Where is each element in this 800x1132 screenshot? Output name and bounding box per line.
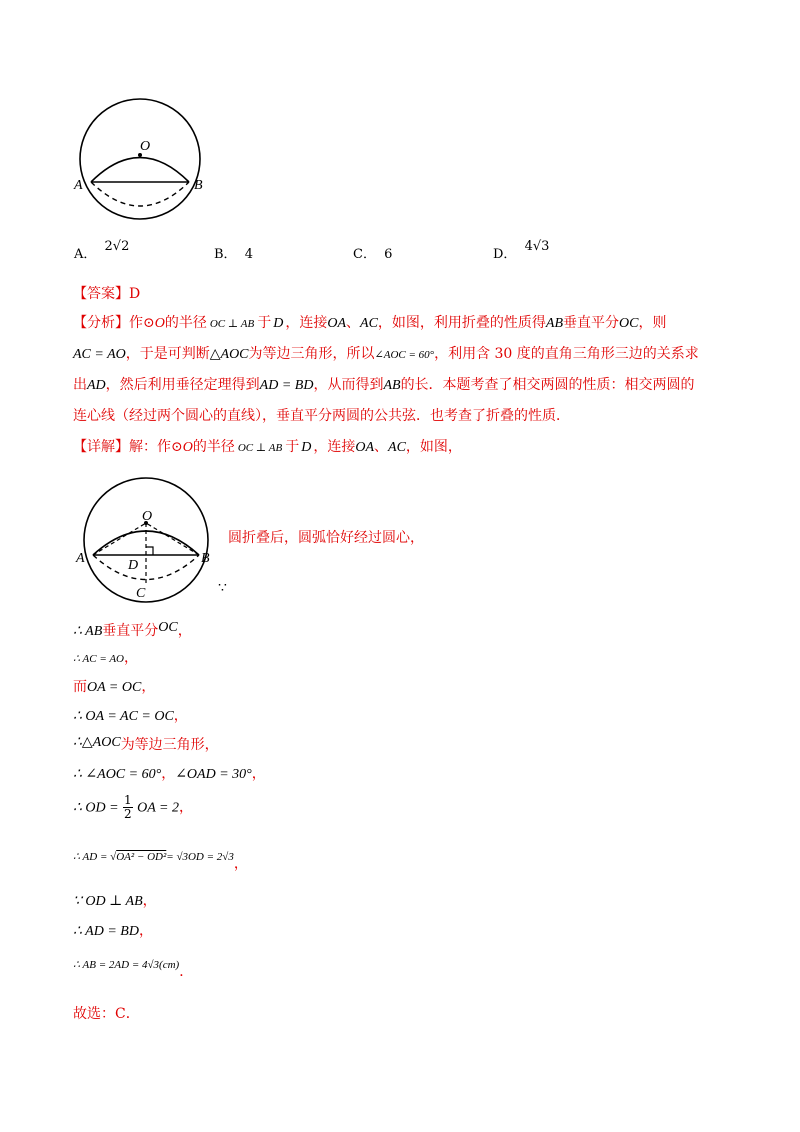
detail-math: D — [301, 440, 312, 455]
analysis-text: ，连接 — [285, 315, 328, 331]
figure-circle-fold-2 — [70, 470, 240, 610]
analysis-text: 的半径 — [164, 315, 207, 331]
option-a-label: A． — [74, 247, 97, 262]
label-a: A — [74, 178, 83, 193]
analysis-text: 于 — [257, 315, 272, 331]
step-text: ， — [141, 679, 156, 695]
step-text: ， — [124, 650, 138, 666]
analysis-text: 作⊙ — [129, 315, 155, 331]
option-d-value: 4√3 — [524, 239, 550, 254]
option-d[interactable] — [493, 239, 550, 262]
step-text: 而 — [73, 679, 87, 695]
step-math: ∵ OD ⊥ AB — [73, 894, 143, 909]
step-2 — [73, 647, 138, 667]
analysis-text: 为等边三角形，所以 — [248, 346, 375, 362]
dashed-ob — [146, 523, 199, 555]
fraction-one-half — [123, 794, 133, 821]
step-3 — [73, 676, 155, 696]
analysis-text: ，从而得到 — [313, 377, 384, 393]
analysis-math: OA — [327, 316, 347, 331]
option-b-value: 4 — [244, 247, 253, 262]
because-symbol: ∵ — [218, 580, 227, 596]
step-text: ． — [179, 964, 194, 980]
step-8 — [73, 845, 248, 872]
analysis-math: AB — [545, 316, 564, 331]
analysis-text: 垂直平分 — [563, 315, 620, 331]
figure2-caption: 圆折叠后，圆弧恰好经过圆心， — [228, 530, 424, 546]
option-c-label: C． — [353, 247, 376, 262]
analysis-text: 的长．本题考查了相交两圆的性质：相交两圆的 — [400, 377, 695, 393]
label-o: O — [140, 139, 151, 154]
fraction-denominator: 2 — [124, 807, 132, 821]
detail-text: 于 — [285, 439, 300, 455]
analysis-text: 、 — [346, 315, 361, 331]
step-math: ∴ AB = 2AD = 4√3(cm) — [73, 959, 180, 971]
step-text: ， — [173, 708, 188, 724]
option-c[interactable] — [353, 243, 392, 262]
step-text: 垂直平分 — [102, 623, 159, 639]
analysis-math: ∠AOC = 60° — [374, 349, 435, 361]
step-6 — [73, 763, 266, 783]
analysis-math: D — [273, 316, 284, 331]
step-math: ∴ AD = √ — [73, 851, 117, 863]
radicand: OA² − OD² — [116, 851, 167, 863]
detail-text: 、 — [374, 439, 389, 455]
analysis-math: O — [154, 316, 165, 331]
step-text: ， — [138, 923, 153, 939]
analysis-text: ，如图，利用折叠的性质得 — [377, 315, 546, 331]
step-7 — [73, 794, 193, 821]
analysis-text: ，则 — [638, 315, 667, 331]
step-9 — [73, 890, 157, 910]
analysis-line-3 — [73, 374, 695, 394]
step-text: ， — [233, 856, 248, 872]
analysis-text: ，然后利用垂径定理得到 — [105, 377, 260, 393]
detail-text: ，如图， — [405, 439, 462, 455]
step-math: ∴ AB — [73, 624, 103, 639]
analysis-text: 连心线（经过两个圆心的直线），垂直平分两圆的公共弦．也考查了折叠的性质． — [73, 408, 570, 424]
analysis-math: AD = BD — [259, 378, 314, 393]
detail-line-1 — [73, 436, 462, 456]
option-a[interactable] — [74, 239, 130, 262]
step-math: OC — [158, 620, 178, 635]
step-text: ， — [178, 799, 193, 816]
detail-math: OC ⊥ AB — [237, 442, 283, 454]
dashed-oa — [93, 523, 146, 555]
analysis-math: AC = AO — [73, 347, 126, 362]
detail-math: OA — [355, 440, 375, 455]
label-d: D — [128, 558, 139, 573]
step-math: OA = 2 — [137, 800, 179, 816]
label-b: B — [201, 551, 210, 566]
step-math: OA = OC — [87, 680, 142, 695]
right-angle-mark — [146, 547, 153, 555]
step-text: ， — [177, 623, 192, 639]
answer-value: D — [129, 286, 141, 302]
dashed-arc — [91, 182, 189, 206]
label-b: B — [194, 178, 203, 193]
answer-line — [73, 283, 140, 303]
analysis-text: ，于是可判断 — [125, 346, 210, 362]
analysis-tag: 【分析】 — [73, 315, 129, 331]
analysis-math: OC ⊥ AB — [209, 318, 255, 330]
option-d-label: D． — [493, 247, 517, 262]
detail-text: 解：作⊙ — [129, 439, 183, 455]
detail-tag: 【详解】 — [73, 439, 129, 455]
folded-arc — [91, 158, 189, 183]
step-math: ∠OAD = 30° — [175, 767, 252, 782]
analysis-math: AB — [383, 378, 401, 393]
step-text: ， — [251, 766, 266, 782]
analysis-line-4 — [73, 405, 570, 425]
step-math: ∴△AOC — [73, 735, 121, 750]
detail-text: 的半径 — [192, 439, 235, 455]
circle-o — [80, 99, 200, 219]
option-c-value: 6 — [384, 247, 393, 262]
analysis-line-2 — [73, 343, 699, 363]
step-text: ， — [161, 766, 176, 782]
step-text: 为等边三角形， — [120, 737, 219, 753]
option-b[interactable] — [214, 243, 253, 262]
option-a-value: 2√2 — [104, 239, 130, 254]
answer-tag: 【答案】 — [73, 286, 129, 302]
label-c: C — [136, 586, 146, 601]
label-a: A — [76, 551, 85, 566]
analysis-math: △AOC — [209, 347, 249, 362]
step-math: = √3OD = 2√3 — [166, 851, 234, 863]
step-5 — [73, 734, 219, 754]
analysis-text: ，利用含 30 度的直角三角形三边的关系求 — [434, 346, 699, 362]
step-math: ∴ ∠AOC = 60° — [73, 767, 162, 782]
analysis-math: AC — [360, 316, 378, 331]
analysis-text: 出 — [73, 377, 87, 393]
step-4 — [73, 705, 188, 725]
step-math: ∴ OA = AC = OC — [73, 709, 174, 724]
detail-math: AC — [388, 440, 406, 455]
final-answer: 故选：C． — [73, 1006, 140, 1022]
step-1 — [73, 620, 192, 640]
figure-circle-fold-1 — [70, 90, 220, 220]
label-o: O — [142, 509, 153, 524]
analysis-math: AD — [87, 378, 106, 393]
fraction-numerator: 1 — [124, 793, 132, 807]
detail-text: ，连接 — [313, 439, 356, 455]
step-math: ∴ OD = — [73, 800, 119, 816]
analysis-line-1 — [73, 312, 666, 332]
step-math: ∴ AD = BD — [73, 924, 139, 939]
detail-math: O — [182, 440, 193, 455]
step-math: ∴ AC = AO — [73, 653, 124, 665]
step-text: ， — [142, 893, 157, 909]
step-11 — [73, 953, 194, 980]
option-b-label: B． — [214, 247, 237, 262]
step-10 — [73, 920, 153, 940]
analysis-math: OC — [619, 316, 639, 331]
